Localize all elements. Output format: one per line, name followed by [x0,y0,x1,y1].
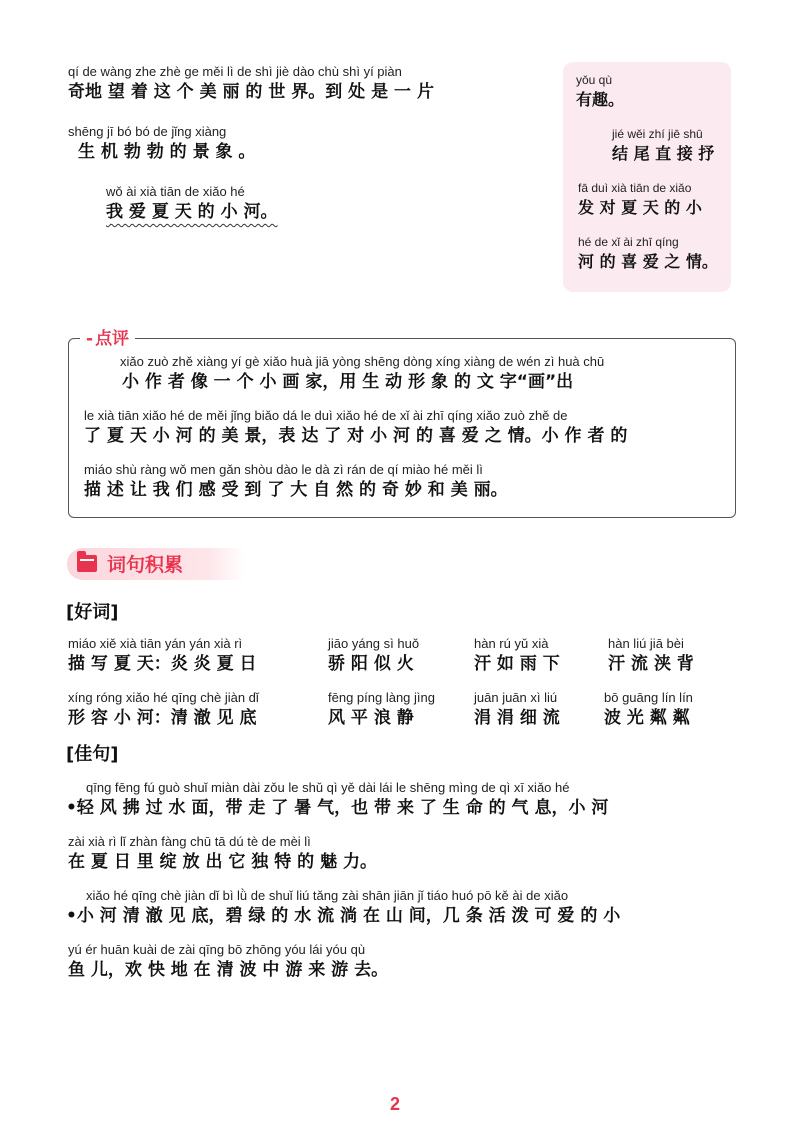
section-title: 词句积累 [107,554,184,576]
review-line-1 [120,354,604,394]
pinyin: miáo shù ràng wǒ men gǎn shòu dào le dà zì rán de qí miào hé měi lì [84,462,483,477]
pinyin: jiāo yáng sì huǒ [328,636,420,651]
pinyin: juān juān xì liú [474,690,558,705]
pinyin: xiǎo zuò zhě xiàng yí gè xiǎo huà jiā yòng shēng dòng xíng xiàng de wén zì huà chū [120,354,605,369]
word-item [608,636,694,676]
pinyin: yǒu qù [576,73,613,87]
hanzi: 在 夏 日 里 绽 放 出 它 独 特 的 魅 力。 [68,852,378,872]
pinyin: fēng píng làng jìng [328,690,435,705]
sentence-line [66,888,620,928]
pinyin: wǒ ài xià tiān de xiǎo hé [106,184,245,199]
word-item [474,636,560,676]
hanzi: 有趣。 [576,90,625,109]
pinyin: xiǎo hé qīng chè jiàn dǐ bì lǜ de shuǐ liú tǎng zài shān jiān jǐ tiáo huó pō kě ài de xiǎo [86,888,569,903]
word-item [328,690,435,730]
hanzi: 发 对 夏 天 的 小 [578,198,702,217]
hanzi-underlined: 我 爱 夏 天 的 小 河。 [106,202,278,222]
essay-line-3 [106,184,278,224]
hanzi: 风 平 浪 静 [328,708,414,728]
hanzi: •轻 风 拂 过 水 面，带 走 了 暑 气，也 带 来 了 生 命 的 气 息，小 河 [66,798,609,818]
word-item [474,690,560,730]
pinyin: hàn rú yǔ xià [474,636,549,651]
hanzi: 奇地 望 着 这 个 美 丽 的 世 界。到 处 是 一 片 [68,82,434,102]
good-sentences-label: [佳句] [66,744,119,765]
side-line-4 [578,234,718,274]
side-line-2 [612,126,714,166]
hanzi: 汗 如 雨 下 [474,654,560,674]
hanzi: •小 河 清 澈 见 底，碧 绿 的 水 流 淌 在 山 间，几 条 活 泼 可 爱 的 小 [66,906,621,926]
hanzi: 描 写 夏 天：炎 炎 夏 日 [68,654,257,674]
page-number: 2 [390,1094,401,1114]
sentence-line [68,834,377,874]
review-line-2 [84,408,627,448]
hanzi: 了 夏 天 小 河 的 美 景，表 达 了 对 小 河 的 喜 爱 之 情。小 作 者 的 [84,426,628,446]
pinyin: hé de xǐ ài zhī qíng [578,235,679,249]
hanzi: 汗 流 浃 背 [608,654,694,674]
pinyin: hàn liú jiā bèi [608,636,684,651]
review-line-3 [84,462,508,502]
side-line-1 [576,72,624,112]
good-words-label: [好词] [66,602,119,623]
sentence-line [68,942,388,982]
pinyin: jié wěi zhí jiē shū [612,127,703,141]
word-item [68,690,259,730]
word-item [604,690,693,730]
pinyin: miáo xiě xià tiān yán yán xià rì [68,636,243,651]
pinyin: le xià tiān xiǎo hé de měi jǐng biǎo dá le duì xiǎo hé de xǐ ài zhī qíng xiǎo zuò zhě de [84,408,568,423]
pinyin: shēng jī bó bó de jǐng xiàng [68,124,227,139]
word-item [68,636,257,676]
hanzi: 鱼 儿，欢 快 地 在 清 波 中 游 来 游 去。 [68,960,389,980]
folder-icon [77,555,97,572]
hanzi: 骄 阳 似 火 [328,654,414,674]
hanzi: 波 光 粼 粼 [604,708,690,728]
pinyin: qí de wàng zhe zhè ge měi lì de shì jiè dào chù shì yí piàn [68,64,402,79]
pinyin: fā duì xià tiān de xiǎo [578,181,692,195]
hanzi: 涓 涓 细 流 [474,708,560,728]
section-heading [67,548,245,580]
sentence-line [66,780,608,820]
hanzi: 结 尾 直 接 抒 [612,144,715,163]
pinyin: xíng róng xiǎo hé qīng chè jiàn dǐ [68,690,259,705]
pinyin: zài xià rì lǐ zhàn fàng chū tā dú tè de mèi lì [68,834,311,849]
hanzi: 河 的 喜 爱 之 情。 [578,252,718,271]
essay-line-1 [68,64,434,104]
word-item [328,636,419,676]
hanzi: 小 作 者 像 一 个 小 画 家，用 生 动 形 象 的 文 字“画”出 [122,372,574,392]
hanzi: 生 机 勃 勃 的 景 象 。 [78,142,256,162]
pinyin: qīng fēng fú guò shuǐ miàn dài zǒu le shǔ qì yě dài lái le shēng mìng de qì xī xiǎo hé [86,780,570,795]
hanzi: 形 容 小 河：清 澈 见 底 [68,708,257,728]
essay-line-2 [68,124,255,164]
pinyin: yú ér huān kuài de zài qīng bō zhōng yóu lái yóu qù [68,942,366,957]
side-line-3 [578,180,702,220]
pinyin: bō guāng lín lín [604,690,693,705]
review-tag: - 点评 [80,324,135,349]
hanzi: 描 述 让 我 们 感 受 到 了 大 自 然 的 奇 妙 和 美 丽。 [84,480,508,500]
